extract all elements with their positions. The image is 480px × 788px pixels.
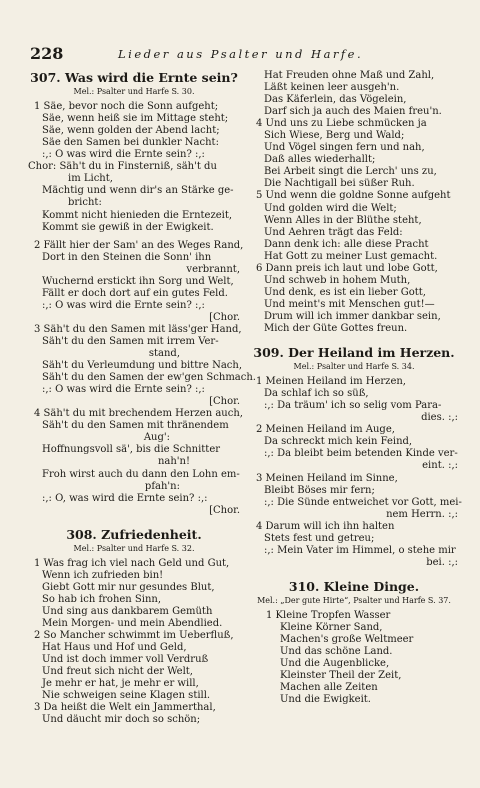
verse-line: 6 Dann preis ich laut und lobe Gott, — [256, 262, 438, 274]
verse-line: 1 Kleine Tropfen Wasser — [266, 609, 391, 621]
verse-line: Nie schweigen seine Klagen still. — [42, 690, 211, 702]
verse-line: Und das schöne Land. — [280, 646, 393, 658]
verse-line: :,: O was wird die Ernte sein? :,: — [42, 299, 205, 311]
verse-line: verbrannt, — [186, 263, 240, 275]
verse-line: Das Käferlein, das Vögelein, — [264, 94, 407, 106]
verse-line: Sich Wiese, Berg und Wald; — [264, 130, 405, 142]
left-column — [28, 70, 256, 726]
verse-line: Stets fest und getreu; — [264, 532, 375, 544]
verse-line: Und däucht mir doch so schön; — [42, 714, 201, 726]
verse-line: Da schlaf ich so süß, — [264, 388, 369, 400]
verse-line: Und Vögel singen fern und nah, — [264, 142, 425, 154]
verse-line: Und ist doch immer voll Verdruß — [42, 654, 209, 666]
verse-line: :,: O, was wird die Ernte sein? :,: — [42, 492, 208, 504]
verse-line: Machen's große Weltmeer — [280, 634, 414, 646]
verse-line: Fällt er doch dort auf ein gutes Feld. — [42, 287, 228, 299]
chorus-reference: [Chor. — [209, 311, 240, 323]
verse-line: So hab ich frohen Sinn, — [42, 593, 162, 605]
verse-line: :,: Mein Vater im Himmel, o stehe mir — [264, 544, 456, 556]
page-header — [30, 44, 450, 66]
melody-reference: Mel.: „Der gute Hirte“, Psalter und Harfe S. 37. — [257, 595, 451, 605]
verse-line: 4 Und uns zu Liebe schmücken ja — [256, 118, 427, 130]
verse-line: 2 Fällt hier der Sam' an des Weges Rand, — [34, 239, 244, 251]
verse-line: 4 Säh't du mit brechendem Herzen auch, — [34, 408, 243, 420]
chorus-line: Chor: Säh't du in Finsterniß, säh't du — [28, 161, 217, 173]
verse-line: stand, — [148, 348, 180, 360]
verse-line: Und die Augenblicke, — [280, 658, 390, 670]
verse-line: Säe, wenn golden der Abend lacht; — [42, 125, 220, 137]
verse-line: 1 Was frag ich viel nach Geld und Gut, — [34, 557, 230, 569]
verse-line: eint. :,: — [422, 460, 458, 472]
verse-line: Und freut sich nicht der Welt, — [42, 666, 193, 678]
verse-line: Und die Ewigkeit. — [280, 694, 371, 706]
verse-line: Kommt nicht hienieden die Erntezeit, — [42, 209, 233, 221]
verse-line: Mächtig und wenn dir's an Stärke ge- — [42, 185, 234, 197]
verse-line: Hat Freuden ohne Maß und Zahl, — [264, 70, 435, 81]
verse-line: Daß alles wiederhallt; — [264, 154, 376, 166]
verse-line: Mich der Güte Gottes freun. — [264, 322, 408, 334]
verse-line: :,: O was wird die Ernte sein? :,: — [42, 149, 205, 161]
verse-line: Machen alle Zeiten — [280, 682, 378, 694]
verse-line: 2 So Mancher schwimmt im Ueberfluß, — [34, 630, 234, 642]
verse-line: Säh't du Verleumdung und bittre Nach, — [42, 360, 243, 372]
verse-line: Giebt Gott mir nur gesundes Blut, — [42, 581, 215, 593]
verse-line: Und golden wird die Welt; — [264, 202, 397, 214]
hymn-title: 307. Was wird die Ernte sein? — [30, 70, 238, 85]
verse-line: 1 Meinen Heiland im Herzen, — [256, 376, 406, 388]
verse-line: nem Herrn. :,: — [386, 508, 458, 520]
verse-line: Läßt keinen leer ausgeh'n. — [264, 82, 400, 94]
verse-line: Und sing aus dankbarem Gemüth — [42, 605, 213, 617]
verse-line: Dort in den Steinen die Sonn' ihn — [42, 251, 212, 263]
page-number: 228 — [30, 44, 64, 63]
verse-line: Dann denk ich: alle diese Pracht — [264, 238, 429, 250]
verse-line: Säh't du den Samen der ew'gen Schmach. — [42, 372, 256, 384]
verse-line: 1 Säe, bevor noch die Sonn aufgeht; — [34, 101, 219, 113]
verse-line: 3 Meinen Heiland im Sinne, — [256, 472, 398, 484]
verse-line: nah'n! — [157, 456, 190, 468]
verse-line: Säe, wenn heiß sie im Mittage steht; — [42, 113, 229, 125]
verse-line: Hat Haus und Hof und Geld, — [42, 642, 187, 654]
verse-line: 5 Und wenn die goldne Sonne aufgeht — [256, 190, 451, 202]
chorus-reference: [Chor. — [209, 504, 240, 516]
verse-line: 4 Darum will ich ihn halten — [256, 520, 395, 532]
verse-line: Säh't du den Samen mit irrem Ver- — [42, 335, 219, 347]
hymn-title: 310. Kleine Dinge. — [288, 578, 420, 594]
verse-line: Bei Arbeit singt die Lerch' uns zu, — [264, 166, 437, 178]
verse-line: im Licht, — [68, 173, 113, 185]
hymn-title: 308. Zufriedenheit. — [66, 526, 202, 542]
verse-line: Wenn Alles in der Blüthe steht, — [264, 214, 422, 226]
melody-reference: Mel.: Psalter und Harfe S. 34. — [293, 362, 415, 372]
verse-line: Kommt sie gewiß in der Ewigkeit. — [42, 221, 214, 233]
verse-line: Säe den Samen bei dunkler Nacht: — [42, 137, 219, 149]
verse-line: Und schweb in hohem Muth, — [264, 274, 411, 286]
verse-line: Aug': — [143, 432, 170, 444]
verse-line: Säh't du den Samen mit thränendem — [42, 420, 229, 432]
melody-reference: Mel.: Psalter und Harfe S. 30. — [73, 87, 195, 97]
verse-line: 3 Da heißt die Welt ein Jammerthal, — [34, 702, 216, 714]
verse-line: Froh wirst auch du dann den Lohn em- — [42, 468, 240, 480]
verse-line: Darf sich ja auch des Maien freu'n. — [264, 106, 442, 118]
verse-line: Die Nachtigall bei süßer Ruh. — [264, 178, 415, 190]
running-title: Lieder aus Psalter und Harfe. — [118, 47, 364, 61]
right-column — [250, 70, 462, 706]
chorus-reference: [Chor. — [209, 396, 240, 408]
verse-line: :,: Die Sünde entweichet vor Gott, mei- — [264, 496, 462, 508]
verse-line: Hoffnungsvoll sä', bis die Schnitter — [42, 444, 221, 456]
verse-line: bricht: — [68, 197, 102, 209]
verse-line: bei. :,: — [426, 556, 458, 568]
verse-line: Mein Morgen- und mein Abendlied. — [42, 618, 223, 630]
verse-line: Und denk, es ist ein lieber Gott, — [264, 286, 426, 298]
verse-line: Kleinster Theil der Zeit, — [280, 670, 402, 682]
verse-line: :,: Da bleibt beim betenden Kinde ver- — [264, 448, 458, 460]
verse-line: :,: Da träum' ich so selig vom Para- — [264, 400, 442, 412]
verse-line: Hat Gott zu meiner Lust gemacht. — [264, 250, 438, 262]
verse-line: 2 Meinen Heiland im Auge, — [256, 424, 395, 436]
verse-line: Bleibt Böses mir fern; — [264, 484, 375, 496]
verse-line: Je mehr er hat, je mehr er will, — [42, 678, 199, 690]
verse-line: pfah'n: — [144, 480, 180, 492]
verse-line: Und Aehren trägt das Feld: — [264, 226, 403, 238]
verse-line: 3 Säh't du den Samen mit läss'ger Hand, — [34, 323, 242, 335]
verse-line: Wenn ich zufrieden bin! — [42, 569, 164, 581]
verse-line: Drum will ich immer dankbar sein, — [264, 310, 441, 322]
verse-line: Da schreckt mich kein Feind, — [264, 436, 413, 448]
melody-reference: Mel.: Psalter und Harfe S. 32. — [73, 543, 195, 553]
verse-line: dies. :,: — [421, 412, 458, 424]
verse-line: Und meint's mit Menschen gut!— — [264, 298, 435, 310]
verse-line: Kleine Körner Sand, — [280, 622, 383, 634]
verse-line: Wuchernd erstickt ihn Sorg und Welt, — [42, 275, 234, 287]
verse-line: :,: O was wird die Ernte sein? :,: — [42, 384, 205, 396]
hymn-title: 309. Der Heiland im Herzen. — [253, 345, 455, 361]
